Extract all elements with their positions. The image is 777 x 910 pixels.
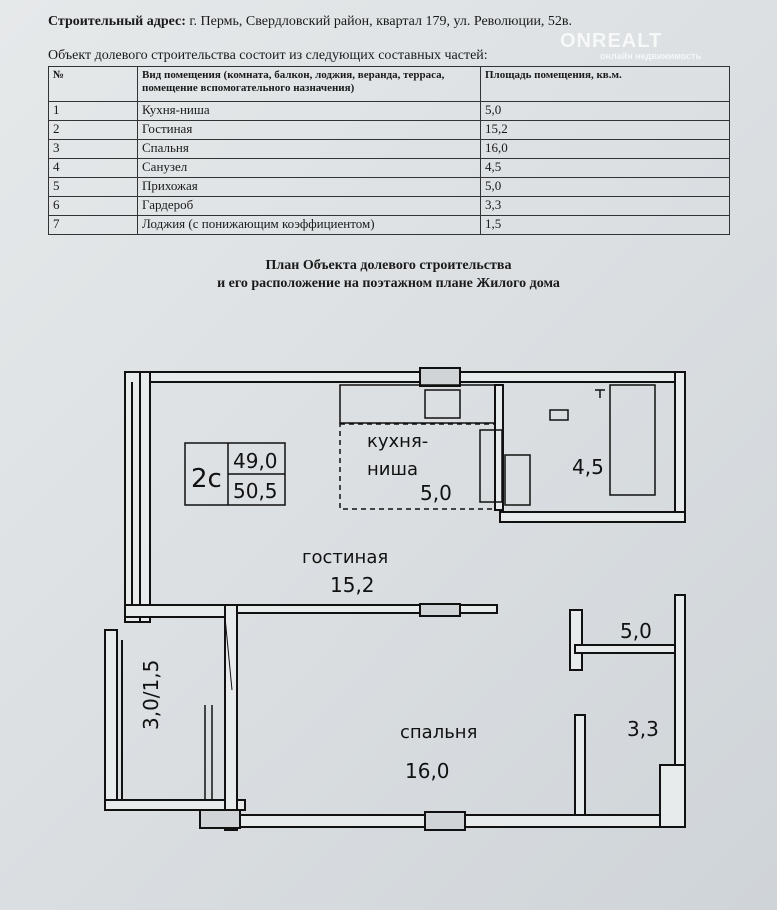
area-total: 49,0 bbox=[233, 449, 278, 473]
table-header-area: Площадь помещения, кв.м. bbox=[481, 67, 730, 102]
bath-area: 4,5 bbox=[572, 455, 604, 479]
table-header-row bbox=[49, 67, 730, 102]
table-cell-number: 5 bbox=[49, 178, 138, 197]
kitchen-label-line1: кухня- bbox=[367, 431, 429, 452]
table-cell-area: 16,0 bbox=[481, 140, 730, 159]
type-badge: 2с bbox=[191, 464, 222, 494]
table-cell-number: 3 bbox=[49, 140, 138, 159]
table-cell-room: Прихожая bbox=[138, 178, 481, 197]
table-row bbox=[49, 178, 730, 197]
watermark-logo bbox=[560, 30, 701, 61]
table-cell-area: 5,0 bbox=[481, 102, 730, 121]
table-cell-area: 15,2 bbox=[481, 121, 730, 140]
wall-bath-bottom bbox=[500, 512, 685, 522]
wall-bedroom-right bbox=[575, 715, 585, 815]
table-cell-area: 1,5 bbox=[481, 216, 730, 235]
address-value: г. Пермь, Свердловский район, квартал 179, ул. Революции, 52в. bbox=[189, 14, 573, 29]
kitchen-sink bbox=[425, 390, 460, 418]
table-row bbox=[49, 102, 730, 121]
wall-top bbox=[125, 372, 685, 382]
bathtub bbox=[610, 385, 655, 495]
table-cell-number: 6 bbox=[49, 197, 138, 216]
floor-plan bbox=[0, 340, 777, 900]
table-row bbox=[49, 197, 730, 216]
area-with-loggia: 50,5 bbox=[233, 479, 278, 503]
table-cell-room: Гостиная bbox=[138, 121, 481, 140]
table-cell-area: 5,0 bbox=[481, 178, 730, 197]
address-line bbox=[48, 14, 572, 30]
table-cell-room: Спальня bbox=[138, 140, 481, 159]
wardrobe-area: 3,3 bbox=[627, 717, 659, 741]
window-loggia bbox=[200, 810, 240, 828]
table-cell-number: 4 bbox=[49, 159, 138, 178]
table-cell-area: 4,5 bbox=[481, 159, 730, 178]
door-living bbox=[420, 604, 460, 616]
wall-hall-wardrobe bbox=[575, 645, 680, 653]
table-cell-number: 7 bbox=[49, 216, 138, 235]
bath-sink bbox=[550, 410, 568, 420]
wall-corner-lower bbox=[660, 765, 685, 827]
hall-area: 5,0 bbox=[620, 619, 652, 643]
living-label: гостиная bbox=[302, 547, 389, 568]
wall-right-upper bbox=[675, 372, 685, 522]
table-row bbox=[49, 216, 730, 235]
wall-living-bottom-left bbox=[125, 605, 235, 617]
plan-title-line2: и его расположение на поэтажном плане Жилого дома bbox=[217, 276, 560, 291]
loggia-area: 3,0/1,5 bbox=[139, 659, 163, 730]
table-cell-room: Санузел bbox=[138, 159, 481, 178]
kitchen-counter bbox=[340, 385, 495, 423]
wall-loggia-left bbox=[105, 630, 117, 810]
table-cell-room: Кухня-ниша bbox=[138, 102, 481, 121]
rooms-table bbox=[48, 66, 730, 235]
table-cell-room: Лоджия (с понижающим коэффициентом) bbox=[138, 216, 481, 235]
kitchen-area: 5,0 bbox=[420, 481, 452, 505]
table-header-number: № bbox=[49, 67, 138, 102]
bedroom-label: спальня bbox=[400, 722, 478, 743]
table-row bbox=[49, 159, 730, 178]
window-top bbox=[420, 368, 460, 386]
wall-right-lower bbox=[675, 595, 685, 775]
watermark-subtext: онлайн недвижимость bbox=[600, 51, 702, 61]
wall-hall-left bbox=[570, 610, 582, 670]
table-header-room-type: Вид помещения (комната, балкон, лоджия, веранда, терраса, помещение вспомогательного назначения) bbox=[138, 67, 481, 102]
wall-left-living bbox=[140, 372, 150, 622]
window-bedroom bbox=[425, 812, 465, 830]
address-label: Строительный адрес: bbox=[48, 14, 186, 29]
table-row bbox=[49, 121, 730, 140]
bedroom-area: 16,0 bbox=[405, 759, 450, 783]
living-area: 15,2 bbox=[330, 573, 375, 597]
table-cell-room: Гардероб bbox=[138, 197, 481, 216]
plan-title-line1: План Объекта долевого строительства bbox=[265, 258, 512, 273]
kitchen-label-line2: ниша bbox=[367, 459, 418, 480]
table-cell-number: 2 bbox=[49, 121, 138, 140]
table-row bbox=[49, 140, 730, 159]
intro-text: Объект долевого строительства состоит из следующих составных частей: bbox=[48, 48, 488, 63]
table-cell-number: 1 bbox=[49, 102, 138, 121]
watermark-text: ONREALT bbox=[560, 30, 663, 52]
kitchen-appliance bbox=[505, 455, 530, 505]
table-cell-area: 3,3 bbox=[481, 197, 730, 216]
